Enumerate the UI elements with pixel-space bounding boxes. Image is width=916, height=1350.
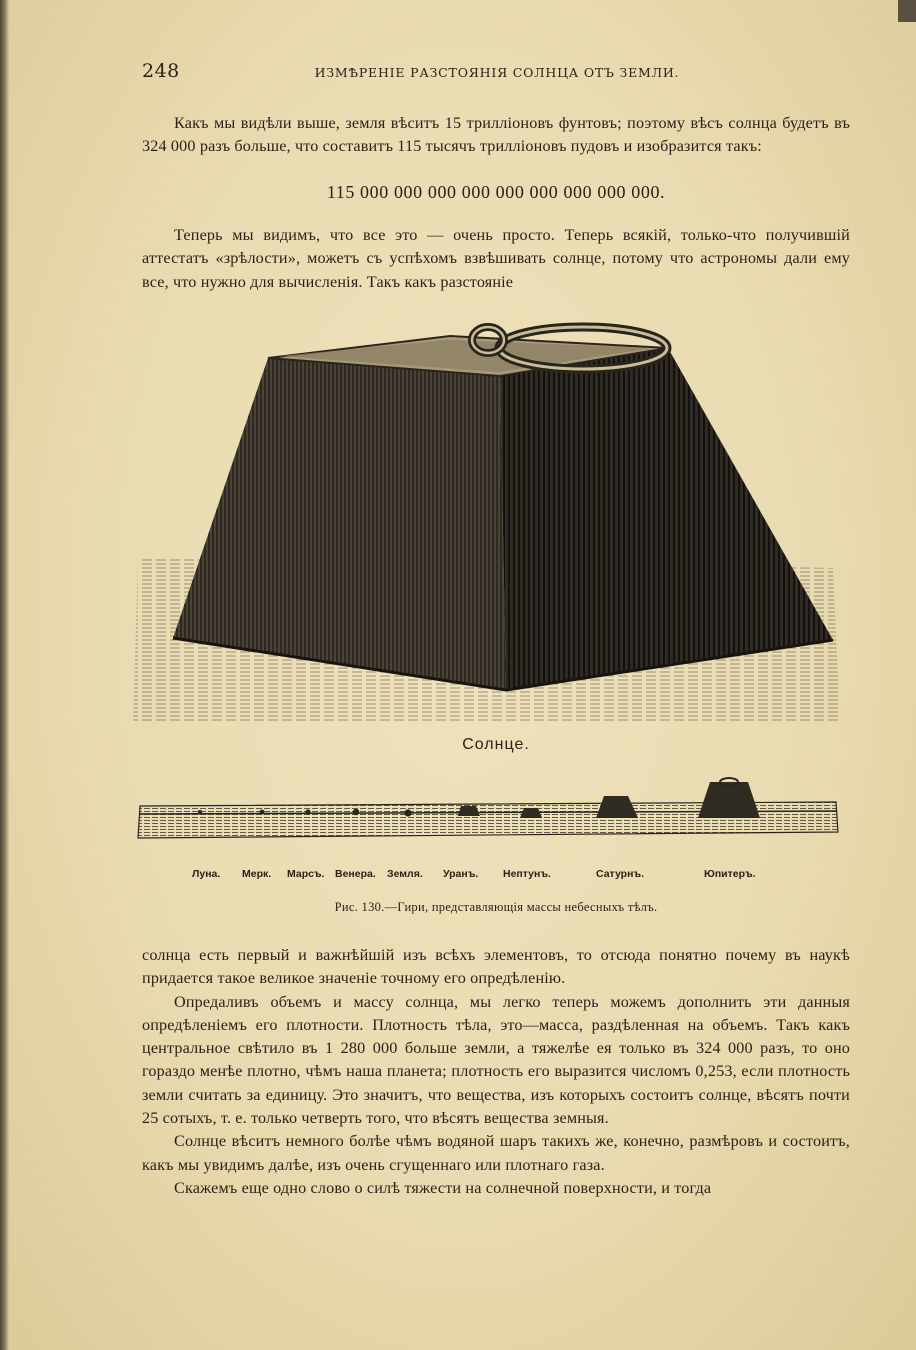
paragraph-top: [142, 112, 850, 159]
planet-weights-illustration: [128, 768, 848, 868]
mercury-weight: [260, 810, 265, 815]
paragraph-sun-distance: солнца есть первый и важнѣйшій изъ всѣхъ элементовъ, то отсюда понятно почему въ наукѣ придается такое великое значеніе точному его опредѣленію.: [142, 946, 850, 988]
mars-weight: [305, 809, 310, 814]
venus-weight: [353, 809, 359, 815]
weight-label-venus: Венера.: [335, 868, 376, 880]
weight-label-neptune: Нептунъ.: [503, 868, 551, 880]
earth-weight: [404, 809, 411, 816]
moon-weight: [198, 810, 202, 814]
weight-label-mars: Марсъ.: [287, 868, 325, 880]
weight-label-mercury: Мерк.: [242, 868, 272, 880]
saturn-weight: [596, 796, 638, 818]
weight-label-saturn: Сатурнъ.: [596, 868, 644, 880]
page-header: [142, 60, 852, 88]
big-number-line: 115 000 000 000 000 000 000 000 000 000.: [326, 182, 666, 202]
weight-left-face: [173, 358, 506, 690]
paragraph-block-3: [142, 944, 850, 1200]
weight-label-earth: Земля.: [387, 868, 423, 880]
book-spine-edge: [0, 0, 9, 1350]
weight-right-face: [500, 348, 833, 690]
paragraph-gravity: Скажемъ еще одно слово о силѣ тяжести на солнечной поверхности, и тогда: [174, 1178, 712, 1197]
running-title: ИЗМѢРЕНІЕ РАЗСТОЯНІЯ СОЛНЦА ОТЪ ЗЕМЛИ.: [314, 65, 680, 80]
page-number: 248: [142, 60, 180, 82]
jupiter-weight: [698, 782, 760, 818]
paragraph-weight-of-sun: Какъ мы видѣли выше, земля вѣситъ 15 трилліоновъ фунтовъ; поэтому вѣсъ солнца будетъ въ 324 000 разъ больше, что составитъ 115 тысячъ трилліоновъ пудовъ и изобразится такъ:: [142, 114, 850, 156]
weight-labels-row: [142, 868, 850, 886]
weight-label-jupiter: Юпитеръ.: [704, 868, 756, 880]
sun-weight-illustration: [128, 318, 848, 728]
page-corner-shadow: [898, 0, 916, 22]
weight-label-moon: Луна.: [192, 868, 221, 880]
sun-label: Солнце.: [462, 736, 530, 753]
paragraph-measure-sun: Теперь мы видимъ, что все это — очень просто. Теперь всякій, только-что получившій аттестатъ «зрѣлости», можетъ съ успѣхомъ взвѣшивать солнце, потому что астрономы дали ему все, что нужно для вычисленія. Такъ какъ разстояніе: [142, 226, 850, 291]
paragraph-block-2: [142, 224, 850, 294]
paragraph-water-sphere: Солнце вѣситъ немного болѣе чѣмъ водяной шаръ такихъ же, конечно, размѣровъ и состоитъ, какъ мы увидимъ далѣе, изъ очень сгущеннаго или плотнаго газа.: [142, 1132, 850, 1174]
figure-caption: Рис. 130.—Гири, представляющія массы небесныхъ тѣлъ.: [334, 900, 658, 914]
weight-label-uranus: Уранъ.: [443, 868, 479, 880]
paragraph-density: Опредаливъ объемъ и массу солнца, мы легко теперь можемъ дополнить эти данныя опредѣленіемъ его плотности. Плотность тѣла, это—масса, раздѣленная на объемъ. Такъ какъ центральное свѣтило въ 1 280 000 больше земли, а тяжелѣе ея только въ 324 000 разъ, то оно гораздо менѣе плотно, чѣмъ наша планета; плотность его выразится числомъ 0,253, если плотность земли считать за единицу. Это значитъ, что вещества, изъ которыхъ состоитъ солнце, вѣсятъ почти 25 сотыхъ, т. е. только четверть того, что вѣсятъ вещества земныя.: [142, 992, 850, 1128]
